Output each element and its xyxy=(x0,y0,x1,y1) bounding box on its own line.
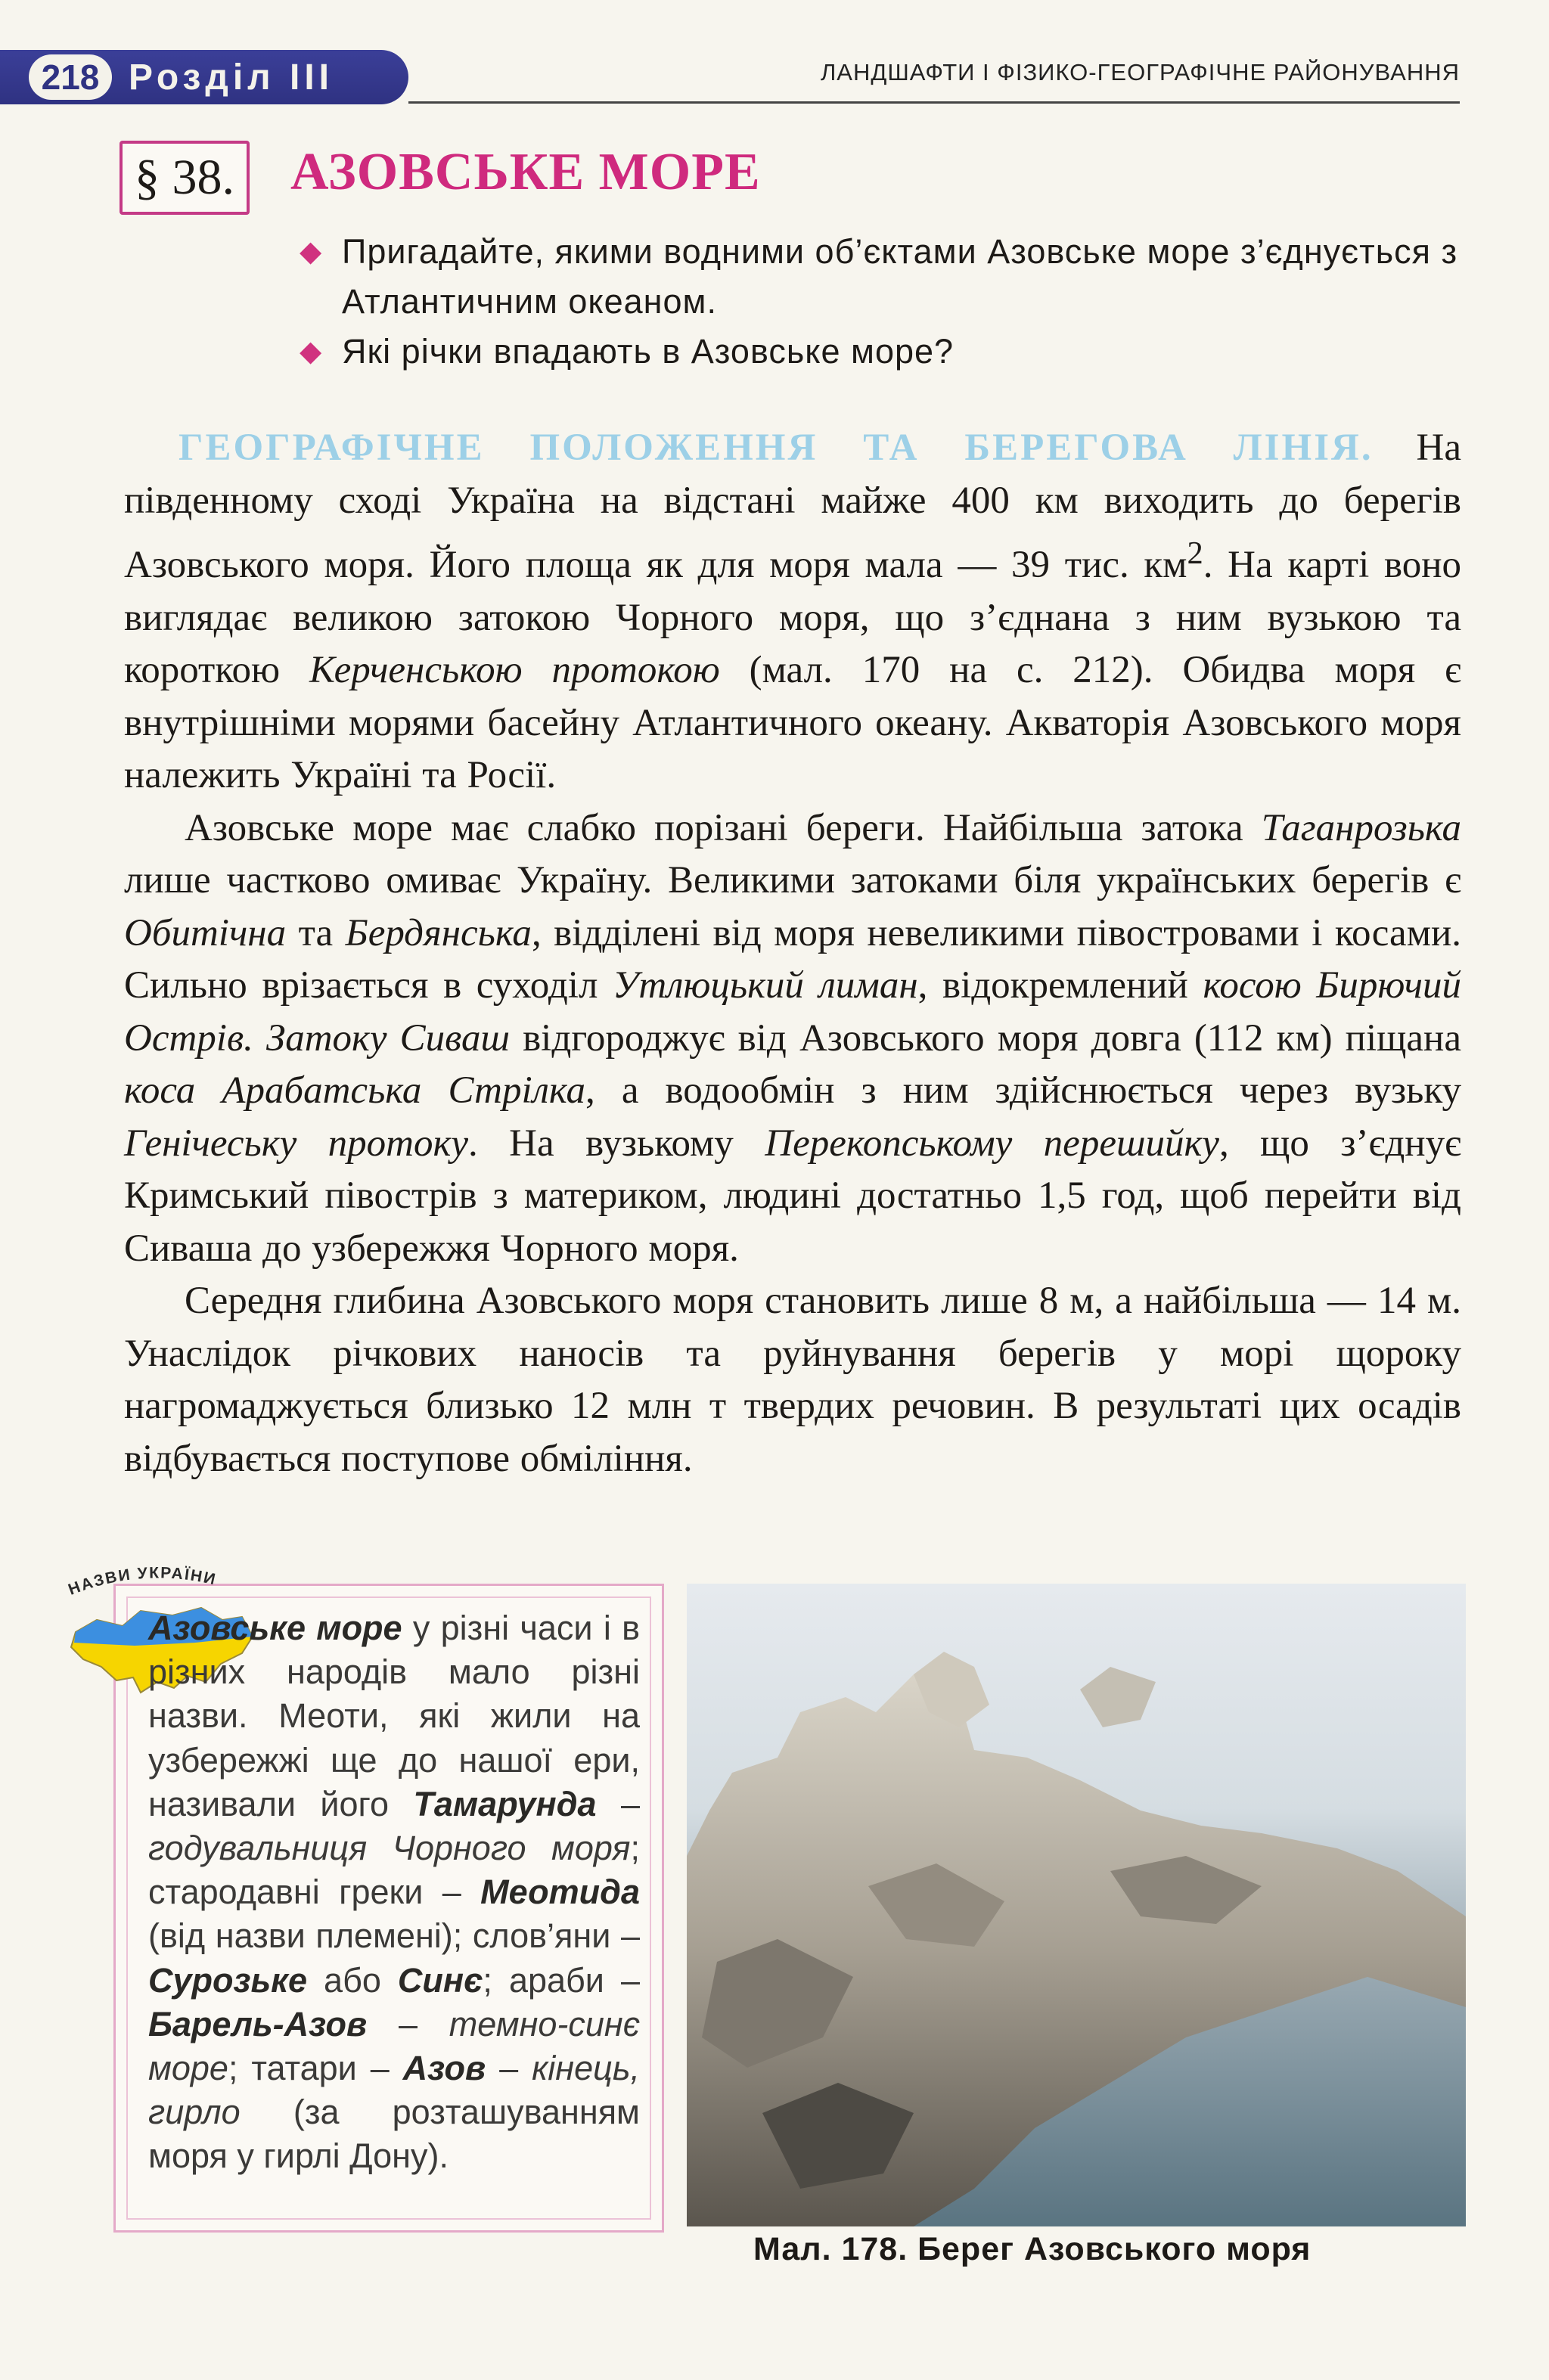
rocky-shore-illustration xyxy=(687,1584,1466,2226)
figure-caption: Мал. 178. Берег Азовського моря xyxy=(753,2231,1312,2267)
section-label: Розділ III xyxy=(129,57,334,98)
paragraph-number: § 38. xyxy=(120,141,250,215)
paragraph-2: Азовське море має слабко порізані береги. Найбільша затока Таганрозька лише частково омиває Україну. Великими затоками біля українських берегів є Обитічна та Бердянська, відділені від моря невеликими півостровами і косами. Сильно врізається в суходіл Утлюцький лиман, відокремлений косою Бирючий Острів. Затоку Сиваш відгороджує від Азовського моря довга (112 км) піщана коса Арабатська Стрілка, а водообмін з ним здійснюється через вузьку Генічеську протоку. На вузькому Перекопському перешийку, що з’єднує Кримський півострів з материком, людині достатньо 1,5 год, щоб перейти від Сиваша до узбережжя Чорного моря. xyxy=(124,806,1462,1270)
diamond-bullet-icon: ◆ xyxy=(300,336,323,368)
diamond-bullet-icon: ◆ xyxy=(300,236,323,268)
paragraph-1: ГЕОГРАФІЧНЕ ПОЛОЖЕННЯ ТА БЕРЕГОВА ЛІНІЯ. На південному сході Україна на відстані майже 400 км виходить до берегів Азовського моря. Його площа як для моря мала — 39 тис. $км^2$. На карті воно виглядає великою затокою Чорного моря, що з’єднана з ним вузькою та короткою Керченською протокою (мал. 170 на с. 212). Обидва моря є внутрішніми морями басейну Атлантичного океану. Акваторія Азовського моря належить Україні та Росії. xyxy=(124,427,1462,796)
term-kerch-strait: Керченською протокою xyxy=(309,649,720,691)
review-questions xyxy=(296,227,1461,377)
question-text: Які річки впадають в Азовське море? xyxy=(342,332,955,371)
names-text: Азовське море у різні часи і в різних народів мало різні назви. Меоти, які жили на узбережжі ще до нашої ери, називали його Тамарунда – годувальниця Чорного моря; стародавні греки – Меотида (від назви племені); слов’яни – Сурозьке або Синє; араби – Барель-Азов – темно-синє море; татари – Азов – кінець, гирло (за розташуванням моря у гирлі Дону). xyxy=(148,1609,641,2176)
section-tab xyxy=(0,50,408,104)
question-item xyxy=(296,227,1461,327)
question-item xyxy=(296,327,1461,377)
body-text xyxy=(124,422,1461,1485)
running-title: ЛАНДШАФТИ І ФІЗИКО-ГЕОГРАФІЧНЕ РАЙОНУВАННЯ xyxy=(820,59,1460,85)
names-term: Азовське море xyxy=(148,1609,402,1647)
paragraph-3: Середня глибина Азовського моря становить лише 8 м, а найбільша — 14 м. Унаслідок річкових наносів та руйнування берегів у морі щороку нагромаджується близько 12 млн т твердих речовин. В результаті цих осадів відбувається поступове обміління. xyxy=(124,1280,1461,1480)
page-number: 218 xyxy=(29,54,112,100)
svg-text:НАЗВИ УКРАЇНИ: НАЗВИ УКРАЇНИ xyxy=(66,1564,219,1599)
lesson-title: АЗОВСЬКЕ МОРЕ xyxy=(290,143,761,201)
question-text: Пригадайте, якими водними об’єктами Азовське море з’єднується з Атлантичним океаном. xyxy=(342,232,1458,321)
header-rule xyxy=(408,101,1460,104)
lead-heading: ГЕОГРАФІЧНЕ ПОЛОЖЕННЯ ТА БЕРЕГОВА ЛІНІЯ. xyxy=(178,427,1374,469)
coast-photo xyxy=(687,1584,1466,2226)
page-header xyxy=(0,45,1460,106)
